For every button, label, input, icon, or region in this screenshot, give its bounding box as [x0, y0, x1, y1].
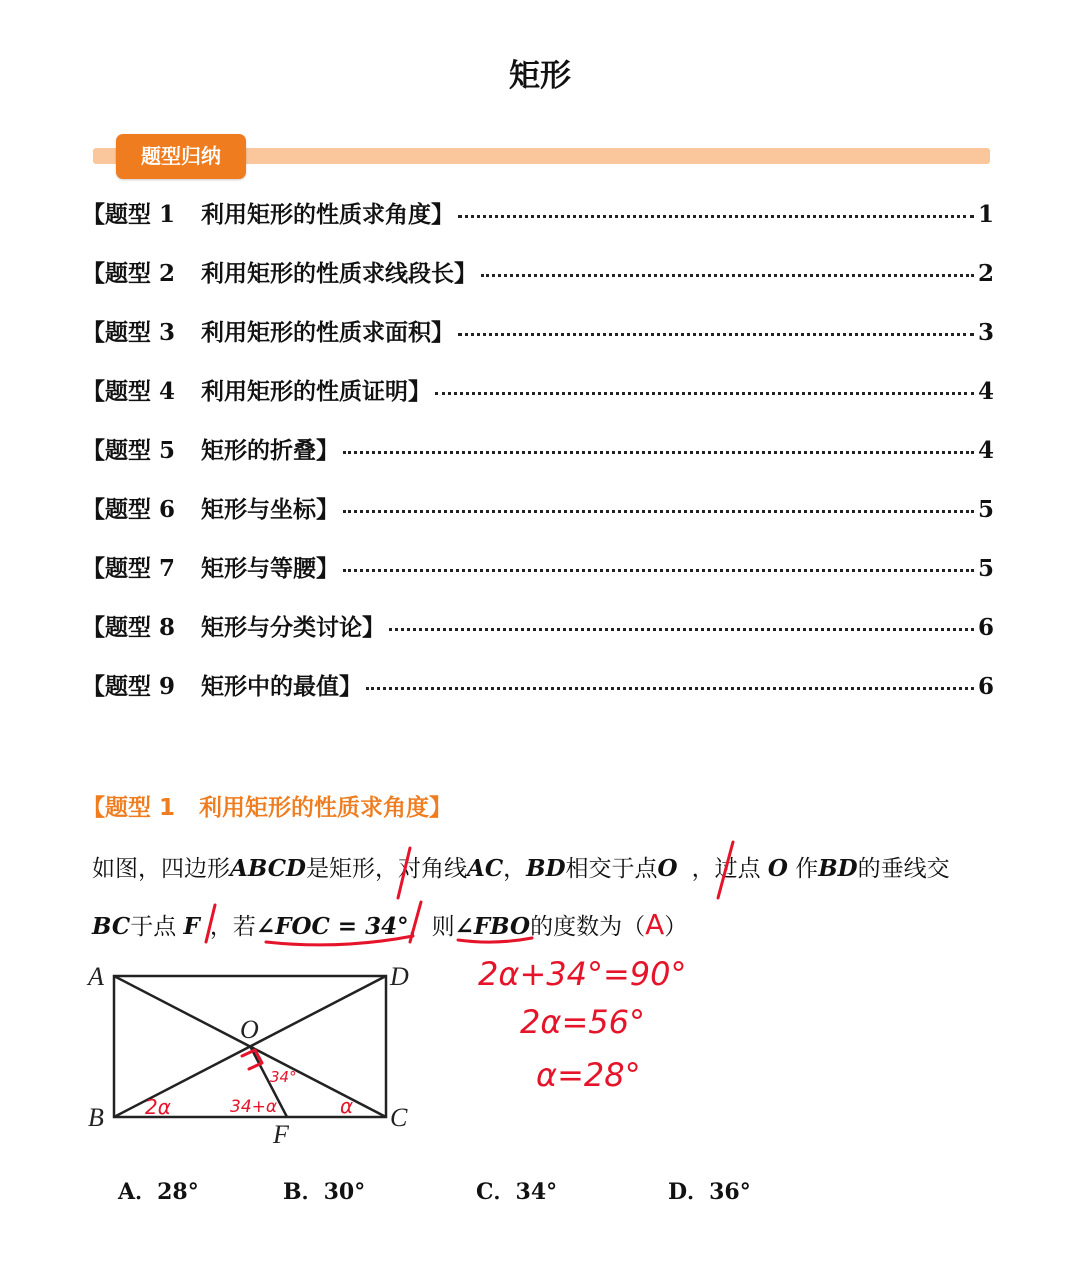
angle-note-o: 34°: [270, 1068, 297, 1086]
toc-item-title: 利用矩形的性质证明】: [201, 378, 432, 405]
toc-item-title: 矩形的折叠】: [201, 437, 340, 464]
toc-page-number: 6: [977, 673, 994, 700]
toc-item-title: 矩形中的最值】: [201, 673, 363, 700]
toc-item-title: 矩形与分类讨论】: [201, 614, 386, 641]
angle-note-b: 2α: [145, 1095, 171, 1119]
toc-page-number: 1: [977, 201, 994, 228]
slash-mark: [718, 842, 733, 898]
section-heading-num: 【题型 1: [82, 795, 176, 821]
toc-page-number: 2: [977, 260, 994, 287]
choice-a[interactable]: A．28°: [118, 1179, 199, 1205]
underline-mark: [266, 936, 413, 945]
toc-item-num: 【题型 6: [82, 496, 176, 523]
vertex-label-c: C: [390, 1103, 408, 1132]
rectangle-figure: [86, 962, 409, 1149]
right-angle-mark: [242, 1050, 262, 1069]
section-banner-tag: 题型归纳: [116, 134, 246, 179]
angle-note-f: 34+α: [230, 1097, 278, 1117]
question-line-2: BC于点 F ，若∠FOC = 34°，则∠FBO的度数为（A）: [92, 908, 688, 941]
choice-c[interactable]: C．34°: [476, 1179, 558, 1205]
vertex-label-d: D: [390, 962, 409, 991]
toc-item-title: 矩形与等腰】: [201, 555, 340, 582]
point-label-f: F: [273, 1120, 289, 1149]
toc-item-title: 利用矩形的性质求面积】: [201, 319, 455, 346]
angle-note-c: α: [340, 1094, 354, 1118]
toc-item-num: 【题型 7: [82, 555, 176, 582]
section-heading-title: 利用矩形的性质求角度】: [199, 795, 453, 821]
point-label-o: O: [240, 1015, 259, 1044]
toc-item-title: 利用矩形的性质求角度】: [201, 201, 455, 228]
handwritten-marks: [206, 842, 733, 945]
slash-mark: [398, 848, 410, 898]
work-line-2: 2α=56°: [520, 1003, 645, 1041]
toc-item-num: 【题型 5: [82, 437, 176, 464]
handwritten-working: [478, 955, 687, 1094]
toc-page-number: 5: [977, 555, 994, 582]
toc-item-title: 利用矩形的性质求线段长】: [201, 260, 478, 287]
work-line-3: α=28°: [536, 1056, 641, 1094]
toc-item-num: 【题型 1: [82, 201, 176, 228]
choice-b[interactable]: B．30°: [283, 1179, 366, 1205]
toc-page-number: 5: [977, 496, 994, 523]
page-title: 矩形: [509, 58, 571, 94]
answer-choices: [0, 1175, 1080, 1215]
vertex-label-a: A: [88, 962, 104, 991]
toc-page-number: 4: [977, 378, 994, 405]
toc-item-num: 【题型 4: [82, 378, 176, 405]
work-line-1: 2α+34°=90°: [478, 955, 687, 993]
handwritten-answer: A: [645, 908, 665, 941]
underline-mark: [458, 938, 532, 942]
toc-page-number: 3: [977, 319, 994, 346]
choice-d[interactable]: D．36°: [668, 1179, 751, 1205]
toc-item-title: 矩形与坐标】: [201, 496, 340, 523]
toc-page-number: 6: [977, 614, 994, 641]
question-line-1: 如图，四边形ABCD是矩形，对角线AC，BD相交于点O ，过点 O 作BD的垂线交: [92, 855, 950, 882]
toc-item-num: 【题型 9: [82, 673, 176, 700]
toc-item-num: 【题型 3: [82, 319, 176, 346]
toc-page-number: 4: [977, 437, 994, 464]
toc-item-num: 【题型 8: [82, 614, 176, 641]
toc-item-num: 【题型 2: [82, 260, 176, 287]
slash-mark: [206, 905, 215, 942]
vertex-label-b: B: [88, 1103, 104, 1132]
